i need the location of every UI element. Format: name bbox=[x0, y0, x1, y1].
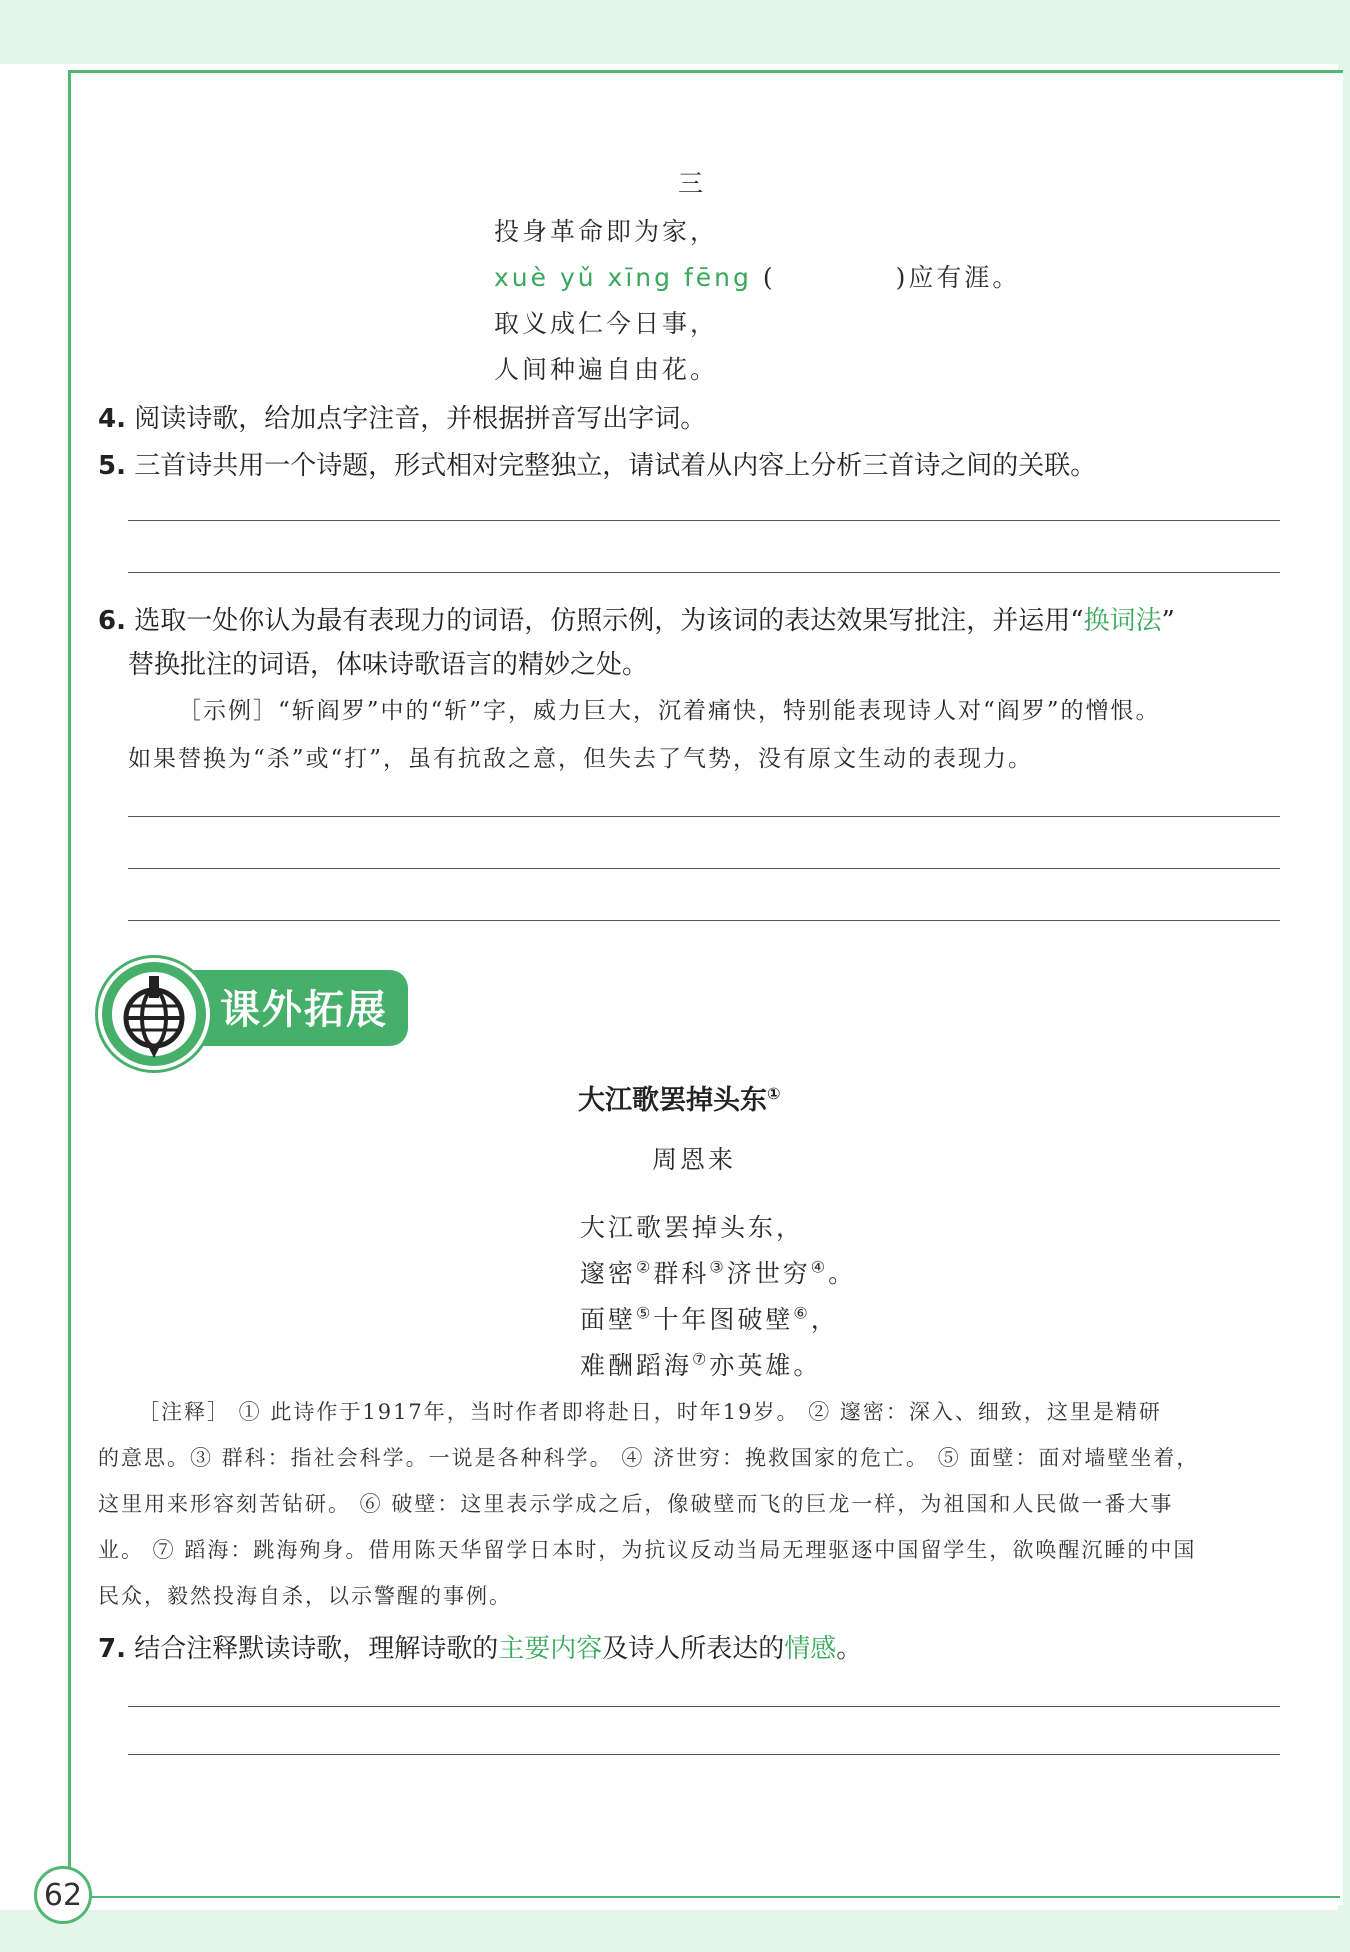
top-tint bbox=[0, 0, 1350, 64]
answer-line-7b[interactable] bbox=[128, 1754, 1280, 1755]
poem-line-3: 面壁⑤十年图破壁⑥， bbox=[580, 1303, 839, 1334]
question-4 bbox=[98, 398, 706, 435]
poem-author: 周恩来 bbox=[652, 1145, 737, 1174]
question-5-text: 三首诗共用一个诗题，形式相对完整独立，请试着从内容上分析三首诗之间的关联。 bbox=[134, 451, 1097, 481]
question-7-number: 7. bbox=[98, 1634, 126, 1664]
answer-line-5b[interactable] bbox=[128, 572, 1280, 573]
question-7: 7. 结合注释默读诗歌，理解诗歌的主要内容及诗人所表达的情感。 bbox=[98, 1634, 863, 1664]
notes-line-5: 民众，毅然投海自杀，以示警醒的事例。 bbox=[98, 1584, 512, 1608]
notes-line-3: 这里用来形容刻苦钻研。 ⑥ 破壁：这里表示学成之后，像破壁而飞的巨龙一样，为祖国和人民做一番大事 bbox=[98, 1492, 1174, 1516]
pinyin-xue-yu-xing-feng: xuè yǔ xīng fēng bbox=[494, 263, 752, 292]
answer-line-6b[interactable] bbox=[128, 868, 1280, 869]
question-6-text-a: 选取一处你认为最有表现力的词语，仿照示例，为该词的表达效果写批注，并运用“ bbox=[134, 606, 1084, 636]
poem-line-4: 难酬蹈海⑦亦英雄。 bbox=[580, 1349, 822, 1380]
question-5 bbox=[98, 445, 1096, 482]
answer-line-7a[interactable] bbox=[128, 1706, 1280, 1707]
poem3-section-number: 三 bbox=[678, 169, 707, 198]
poem3-line3: 取义成仁今日事， bbox=[494, 309, 719, 338]
highlight-main-content: 主要内容 bbox=[498, 1634, 603, 1664]
notes-line-4: 业。 ⑦ 蹈海：跳海殉身。借用陈天华留学日本时，为抗议反动当局无理驱逐中国留学生，欲唤醒沉睡的中国 bbox=[98, 1538, 1197, 1562]
poem-title: 大江歌罢掉头东① bbox=[578, 1084, 781, 1116]
page-number: 62 bbox=[34, 1866, 92, 1924]
poem3-line2-rest: )应有涯。 bbox=[895, 263, 1021, 292]
bottom-tint bbox=[0, 1910, 1350, 1952]
question-4-number: 4. bbox=[98, 404, 126, 434]
globe-pen-icon bbox=[102, 962, 206, 1066]
notes-line-1: ［注释］ ① 此诗作于1917年，当时作者即将赴日，时年19岁。 ② 邃密：深入、细致，这里是精研 bbox=[138, 1400, 1162, 1424]
question-4-text: 阅读诗歌，给加点字注音，并根据拼音写出字词。 bbox=[134, 404, 707, 434]
answer-line-6c[interactable] bbox=[128, 920, 1280, 921]
poem-line-1: 大江歌罢掉头东， bbox=[580, 1213, 805, 1242]
question-6-number: 6. bbox=[98, 606, 126, 636]
poem-line-2: 邃密②群科③济世穷④。 bbox=[580, 1257, 857, 1288]
answer-line-5a[interactable] bbox=[128, 520, 1280, 521]
poem3-line4: 人间种遍自由花。 bbox=[494, 355, 719, 384]
notes-line-2: 的意思。③ 群科：指社会科学。一说是各种科学。 ④ 济世穷：挽救国家的危亡。 ⑤ 面壁：面对墙壁坐着， bbox=[98, 1446, 1200, 1470]
paren-open: ( bbox=[762, 263, 776, 292]
question-6 bbox=[98, 600, 1175, 637]
example-line-2: 如果替换为“杀”或“打”，虽有抗敌之意，但失去了气势，没有原文生动的表现力。 bbox=[128, 746, 1034, 772]
poem3-line2 bbox=[494, 258, 1020, 294]
poem-title-footnote-mark: ① bbox=[767, 1084, 781, 1103]
frame-bottom-line bbox=[84, 1896, 1340, 1898]
question-6-text-c: 替换批注的词语，体味诗歌语言的精妙之处。 bbox=[128, 650, 649, 680]
question-5-number: 5. bbox=[98, 451, 126, 481]
section-banner bbox=[98, 958, 408, 1068]
answer-line-6a[interactable] bbox=[128, 816, 1280, 817]
poem3-line1: 投身革命即为家， bbox=[494, 217, 719, 246]
example-line-1: ［示例］“斩阎罗”中的“斩”字，威力巨大，沉着痛快，特别能表现诗人对“阎罗”的憎恨。 bbox=[178, 698, 1161, 724]
question-6-text-b: ” bbox=[1161, 606, 1175, 636]
highlight-huan-ci-fa: 换词法 bbox=[1083, 606, 1162, 636]
highlight-emotion: 情感 bbox=[784, 1634, 837, 1664]
banner-circle bbox=[98, 958, 210, 1070]
banner-title: 课外拓展 bbox=[220, 987, 388, 1033]
